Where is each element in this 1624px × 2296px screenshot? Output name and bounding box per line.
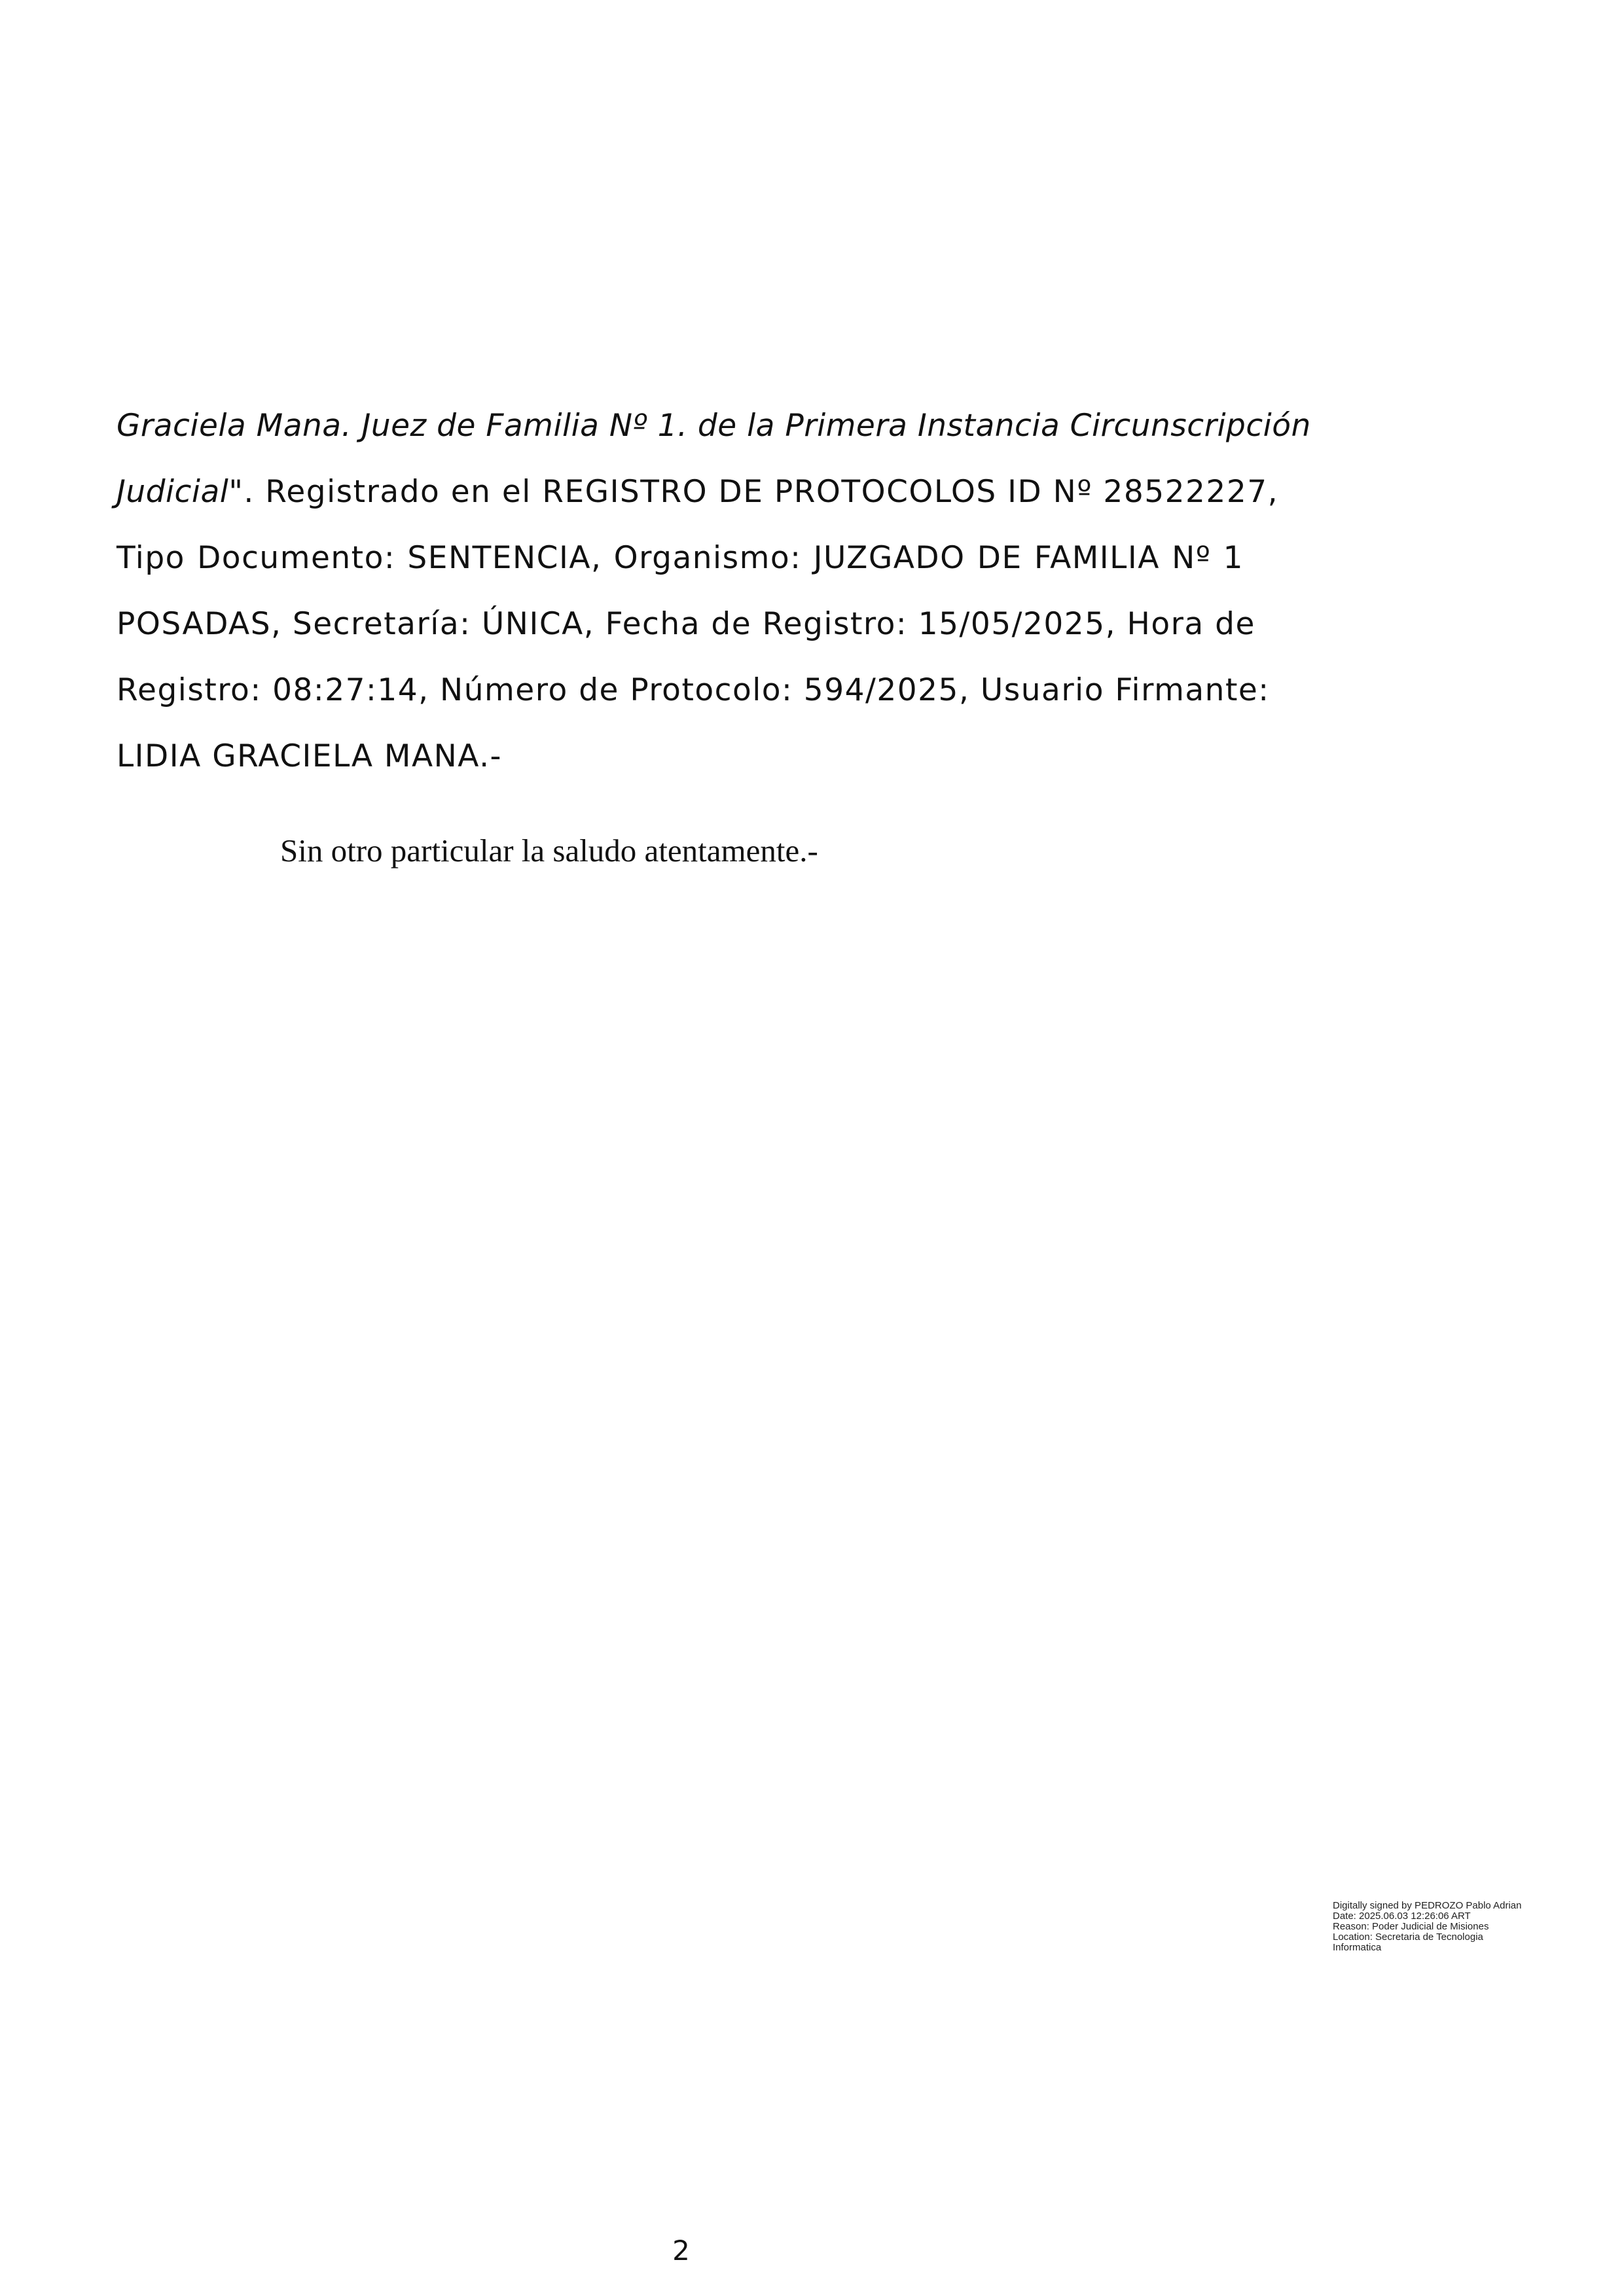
plain-text: LIDIA GRACIELA MANA.- (117, 738, 503, 774)
page-number: 2 (672, 2234, 690, 2267)
plain-text: POSADAS, Secretaría: ÚNICA, Fecha de Registro: 15/05/2025, Hora de (117, 606, 1255, 642)
paragraph-line-1 (117, 393, 1311, 459)
signature-date: Date: 2025.06.03 12:26:06 ART (1333, 1910, 1471, 1922)
signature-location-cont: Informatica (1333, 1942, 1382, 1953)
digital-signature-block (1333, 1901, 1555, 1953)
plain-text: ". Registrado en el REGISTRO DE PROTOCOLOS ID Nº 28522227, (228, 474, 1279, 510)
signature-location: Location: Secretaria de Tecnologia (1333, 1931, 1483, 1943)
paragraph-line-2 (117, 459, 1279, 525)
plain-text: Tipo Documento: SENTENCIA, Organismo: JUZGADO DE FAMILIA Nº 1 (117, 540, 1244, 576)
plain-text: Registro: 08:27:14, Número de Protocolo: 594/2025, Usuario Firmante: (117, 672, 1270, 708)
paragraph-line-6 (117, 723, 1244, 789)
paragraph-line-5 (117, 657, 1270, 723)
italic-text: Judicial (117, 474, 229, 510)
signature-reason: Reason: Poder Judicial de Misiones (1333, 1921, 1489, 1932)
italic-text: Graciela Mana. Juez de Familia Nº 1. de la Primera Instancia Circunscripción (117, 408, 1311, 444)
closing-salutation: Sin otro particular la saludo atentamente.- (280, 833, 818, 869)
body-paragraph (117, 393, 1311, 789)
paragraph-line-4 (117, 591, 1255, 657)
signature-signer: Digitally signed by PEDROZO Pablo Adrian (1333, 1900, 1522, 1911)
paragraph-line-3 (117, 525, 1244, 591)
